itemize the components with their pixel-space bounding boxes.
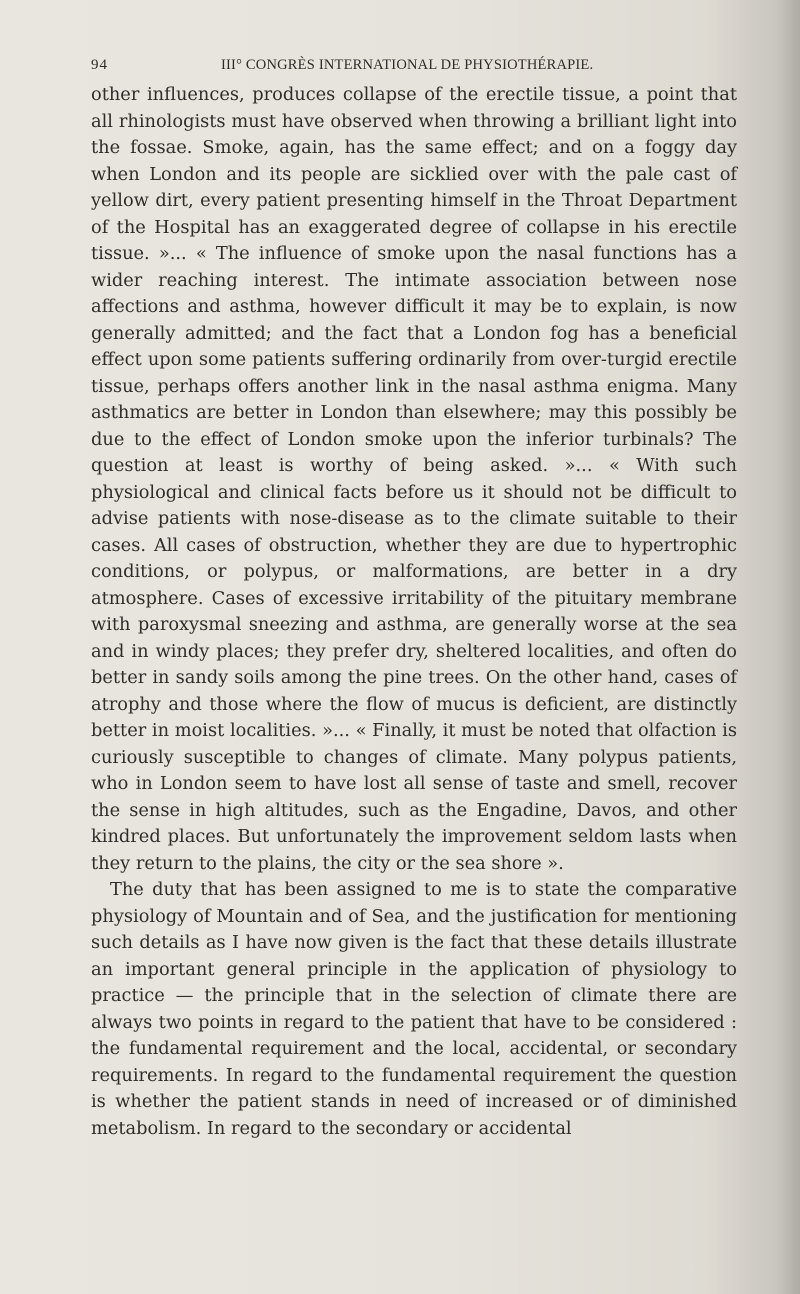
- page-number: 94: [91, 57, 108, 73]
- paragraph: The duty that has been assigned to me is to state the comparative physiology of Mountain and of Sea, and the justification for mentioning such details as I have now given is the fact that these details illustrate an important general principle in the application of physiology to practice — the principle that in the selection of climate there are always two points in regard to the patient that have to be considered : the fundamental requirement and the local, accidental, or secondary requirements. In regard to the fundamental requirement the question is whether the patient stands in need of increased or of diminished metabolism. In regard to the secondary or accidental: [91, 879, 737, 1139]
- page-header: [0, 51, 800, 81]
- body-text: [91, 82, 737, 1142]
- paragraph-continued: other influences, produces collapse of the erectile tissue, a point that all rhinologists must have observed when throwing a brilliant light into the fossae. Smoke, again, has the same effect; and on a foggy day when London and its people are sicklied over with the pale cast of yellow dirt, every patient presenting himself in the Throat Department of the Hospital has an exaggerated degree of collapse in his erectile tissue. »... « The influence of smoke upon the nasal functions has a wider reaching interest. The intimate association between nose affections and asthma, however difficult it may be to explain, is now generally admitted; and the fact that a London fog has a beneficial effect upon some patients suffering ordinarily from over-turgid erectile tissue, perhaps offers another link in the nasal asthma enigma. Many asthmatics are better in London than elsewhere; may this possibly be due to the effect of London smoke upon the inferior turbinals? The question at least is worthy of being asked. »... « With such physiological and clinical facts before us it should not be difficult to advise patients with nose-disease as to the climate suitable to their cases. All cases of obstruction, whether they are due to hypertrophic conditions, or polypus, or malformations, are better in a dry atmosphere. Cases of excessive irritability of the pituitary membrane with paroxysmal sneezing and asthma, are generally worse at the sea and in windy places; they prefer dry, sheltered localities, and often do better in sandy soils among the pine trees. On the other hand, cases of atrophy and those where the flow of mucus is deficient, are distinctly better in moist localities. »... « Finally, it must be noted that olfaction is curiously susceptible to changes of climate. Many polypus patients, who in London seem to have lost all sense of taste and smell, recover the sense in high altitudes, such as the Engadine, Davos, and other kindred places. But unfortunately the improvement seldom lasts when they return to the plains, the city or the sea shore ».: [91, 84, 737, 874]
- running-title: III° CONGRÈS INTERNATIONAL DE PHYSIOTHÉRAPIE.: [221, 57, 594, 73]
